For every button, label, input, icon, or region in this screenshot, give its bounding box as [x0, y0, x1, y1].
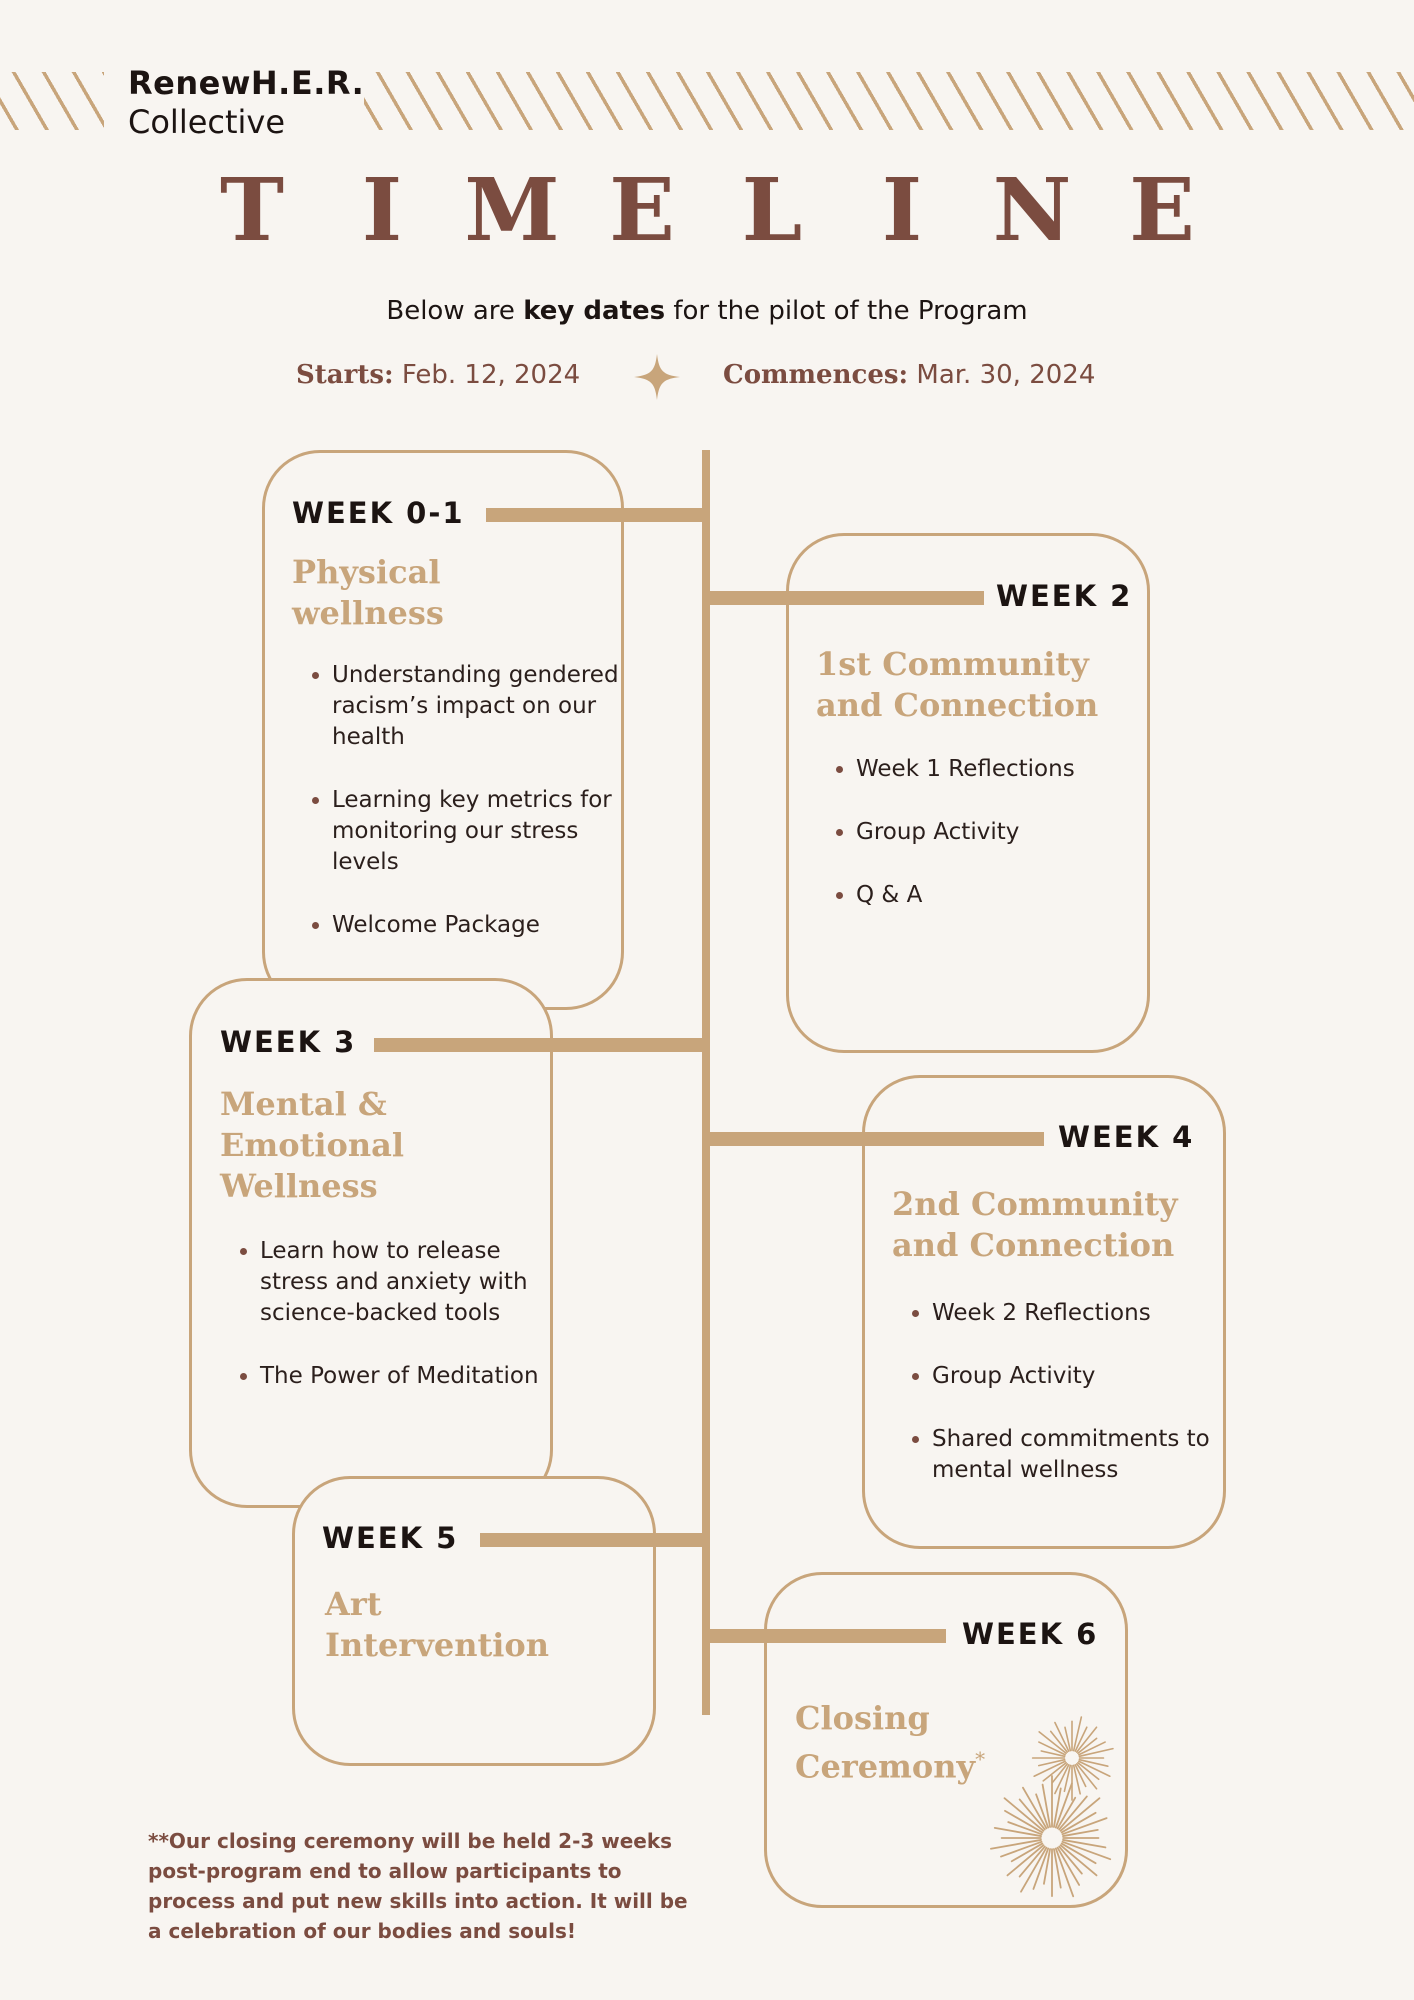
title-line: Physical — [292, 553, 441, 591]
end-date — [723, 360, 1095, 390]
title-letter: L — [741, 160, 803, 261]
list-item: • Learning key metrics for monitoring our stress levels — [332, 785, 632, 878]
week-3-title — [220, 1084, 404, 1207]
end-label: Commences: — [723, 360, 909, 390]
week-2-label: WEEK 2 — [996, 579, 1133, 613]
week-3-list — [226, 1236, 560, 1424]
decorative-stripes-right — [364, 72, 1414, 130]
start-label: Starts: — [296, 360, 394, 390]
week-2-list — [822, 754, 1156, 943]
week-3-label: WEEK 3 — [220, 1025, 357, 1059]
subtitle — [0, 296, 1414, 326]
week-5-title — [325, 1584, 549, 1666]
week-3-connector — [374, 1038, 706, 1052]
week-4-title — [892, 1184, 1178, 1266]
list-item: • Learn how to release stress and anxiety with science-backed tools — [260, 1236, 560, 1329]
subtitle-emphasis: key dates — [523, 296, 666, 326]
start-date — [296, 360, 580, 390]
week-0-1-title — [292, 552, 444, 634]
end-value: Mar. 30, 2024 — [916, 360, 1096, 390]
title-letter: I — [881, 160, 923, 261]
title-letter: N — [992, 160, 1072, 261]
list-item: • Week 2 Reflections — [932, 1298, 1232, 1329]
list-item: • Q & A — [856, 880, 1156, 911]
asterisk: * — [975, 1747, 986, 1771]
title-letter: T — [220, 160, 284, 261]
title-line: Mental & — [220, 1085, 387, 1123]
subtitle-pre: Below are — [386, 296, 524, 326]
week-0-1-label: WEEK 0-1 — [292, 496, 465, 530]
title-line: wellness — [292, 594, 444, 632]
list-item: • Welcome Package — [332, 910, 632, 941]
footnote: **Our closing ceremony will be held 2-3 weeks post-program end to allow participants to process and put new skills into action. It will be a celebration of our bodies and souls! — [148, 1829, 688, 1943]
title-line: Wellness — [220, 1167, 378, 1205]
page-title — [0, 160, 1414, 261]
list-item: • Understanding gendered racism’s impact on our health — [332, 660, 632, 753]
week-6-label: WEEK 6 — [962, 1617, 1099, 1651]
list-item: • Shared commitments to mental wellness — [932, 1424, 1232, 1486]
list-item: • The Power of Meditation — [260, 1361, 560, 1392]
brand-subname: Collective — [128, 103, 286, 141]
title-line: Art — [325, 1585, 382, 1623]
title-line: and Connection — [892, 1226, 1175, 1264]
week-4-label: WEEK 4 — [1058, 1120, 1195, 1154]
week-4-list — [898, 1298, 1232, 1518]
title-letter: I — [361, 160, 403, 261]
title-line: 1st Community — [816, 645, 1089, 683]
week-4-connector — [706, 1132, 1044, 1146]
week-5-label: WEEK 5 — [322, 1521, 459, 1555]
week-0-1-list — [298, 660, 632, 973]
week-2-connector — [706, 591, 984, 605]
fireworks-icon — [980, 1710, 1120, 1900]
week-6-title — [795, 1698, 985, 1788]
timeline-spine — [702, 450, 710, 1715]
sparkle-icon — [634, 354, 680, 400]
title-line: Ceremony — [795, 1747, 976, 1786]
week-0-1-connector — [486, 508, 706, 522]
brand-name: RenewH.E.R. — [128, 64, 365, 102]
week-6-connector — [706, 1629, 946, 1643]
title-line: 2nd Community — [892, 1185, 1178, 1223]
subtitle-post: for the pilot of the Program — [665, 296, 1028, 326]
title-letter: M — [464, 160, 560, 261]
title-line: Emotional — [220, 1126, 405, 1164]
decorative-stripes-left — [0, 72, 104, 130]
list-item: • Week 1 Reflections — [856, 754, 1156, 785]
list-item: • Group Activity — [932, 1361, 1232, 1392]
title-line: and Connection — [816, 686, 1099, 724]
title-letter: E — [1129, 160, 1195, 261]
week-2-title — [816, 644, 1098, 726]
title-line: Closing — [795, 1699, 930, 1737]
start-value: Feb. 12, 2024 — [401, 360, 581, 390]
list-item: • Group Activity — [856, 817, 1156, 848]
title-line: Intervention — [325, 1626, 549, 1664]
week-5-connector — [480, 1533, 706, 1547]
title-letter: E — [609, 160, 675, 261]
